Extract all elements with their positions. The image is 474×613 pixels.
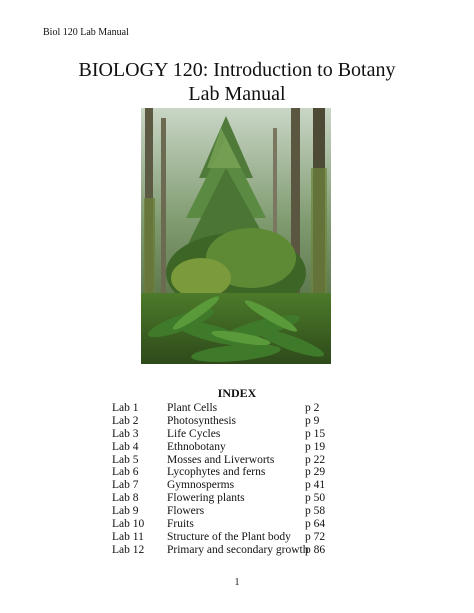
index-lab: Lab 4 [112, 440, 139, 453]
index-row [112, 441, 372, 454]
index-row [112, 518, 372, 531]
index-topic: Lycophytes and ferns [167, 466, 266, 479]
index-topic: Flowers [167, 505, 205, 518]
index-topic: Flowering plants [167, 492, 245, 505]
index-row [112, 428, 372, 441]
index-row [112, 402, 372, 415]
index-topic: Fruits [167, 518, 194, 531]
index-page: p 58 [305, 505, 326, 518]
index-topic: Life Cycles [167, 427, 221, 440]
index-lab: Lab 8 [112, 492, 139, 505]
index-row [112, 505, 372, 518]
index-row [112, 492, 372, 505]
index-page: p 64 [305, 518, 326, 531]
index-topic: Plant Cells [167, 402, 218, 414]
index-page: p 15 [305, 427, 326, 440]
index-lab: Lab 10 [112, 518, 145, 531]
index-topic: Primary and secondary growth [167, 543, 309, 556]
index-row [112, 466, 372, 479]
title-line-2: Lab Manual [188, 83, 286, 105]
index-lab: Lab 12 [112, 543, 145, 556]
index-heading: INDEX [217, 386, 257, 400]
index-row [112, 544, 372, 557]
index-lab: Lab 6 [112, 466, 139, 479]
index-row [112, 415, 372, 428]
index-page: p 29 [305, 466, 326, 479]
index-page: p 41 [305, 479, 326, 492]
index-topic: Photosynthesis [167, 414, 237, 427]
index-row [112, 479, 372, 492]
index-row [112, 454, 372, 467]
page-number: 1 [234, 577, 240, 588]
index-lab: Lab 5 [112, 453, 139, 466]
index-topic: Ethnobotany [167, 440, 226, 453]
index-page: p 72 [305, 530, 326, 543]
index-page: p 2 [305, 402, 320, 414]
forest-photo [141, 108, 331, 364]
index-lab: Lab 7 [112, 479, 139, 492]
index-lab: Lab 9 [112, 505, 139, 518]
index-page: p 22 [305, 453, 326, 466]
index-row [112, 531, 372, 544]
index-page: p 9 [305, 414, 320, 427]
index-topic: Structure of the Plant body [167, 530, 291, 543]
running-header: Biol 120 Lab Manual [43, 27, 129, 38]
index-table [112, 402, 372, 557]
index-page: p 86 [305, 543, 326, 556]
index-topic: Gymnosperms [167, 479, 235, 492]
document-title [0, 58, 474, 106]
index-lab: Lab 11 [112, 530, 144, 543]
index-page: p 19 [305, 440, 326, 453]
title-line-1: BIOLOGY 120: Introduction to Botany [78, 59, 396, 81]
index-topic: Mosses and Liverworts [167, 453, 275, 466]
index-lab: Lab 1 [112, 402, 139, 414]
index-lab: Lab 3 [112, 427, 139, 440]
index-page: p 50 [305, 492, 326, 505]
index-lab: Lab 2 [112, 414, 139, 427]
